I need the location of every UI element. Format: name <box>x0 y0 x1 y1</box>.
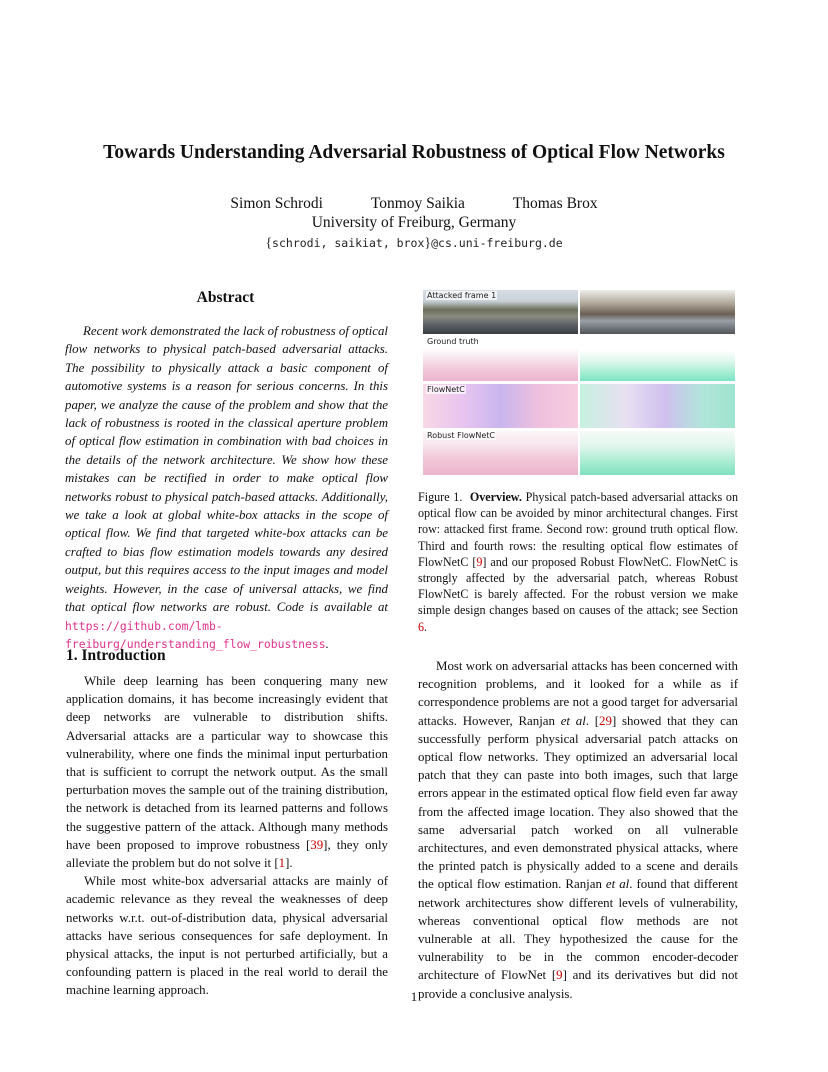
section-link[interactable]: 6 <box>418 619 425 634</box>
figure-row-label: Robust FlowNetC <box>427 431 495 440</box>
abstract-heading: Abstract <box>196 289 255 306</box>
email-address: {schrodi, saikiat, brox}@cs.uni-freiburg.de <box>265 236 563 251</box>
code-link[interactable]: https://github.com/lmb-freiburg/understanding_flow_robustness <box>65 618 326 651</box>
paragraph: Most work on adversarial attacks has been concerned with recognition problems, and it looked for a while as if correspondence problems are not a good target for adversarial attacks. However, Ranjan et al. [29] showed that they can successfully perform physical adversarial patch attacks on optical flow networks. They optimized an adversarial local patch that they can paste into both images, such that large errors appear in the estimated optical flow field even far away from the affected image location. They also showed that the same adversarial patch worked on all vulnerable architectures, and even demonstrated physical attacks, where the printed patch is physically added to a scene and derails the optical flow estimation. Ranjan et al. found that different network architectures show different levels of vulnerability, whereas conventional optical flow methods are not vulnerable at all. They hypothesized the cause for the vulnerability to be in the common encoder-decoder architecture of FlowNet [9] and its derivatives but did not provide a conclusive analysis. <box>418 659 738 1001</box>
right-column-text <box>418 657 738 1003</box>
intro-text <box>66 672 388 1000</box>
section-heading-introduction: 1. Introduction <box>66 647 166 664</box>
author-name: Simon Schrodi <box>230 195 323 212</box>
citation-link[interactable]: 29 <box>599 713 612 728</box>
citation-link[interactable]: 9 <box>556 968 563 983</box>
flownetc-right <box>580 384 735 428</box>
ground-truth-right <box>580 337 735 381</box>
email-domain: @cs.uni-freiburg.de <box>431 236 563 250</box>
figure-row-label: Ground truth <box>427 337 479 346</box>
paper-title: Towards Understanding Adversarial Robustness of Optical Flow Networks <box>103 142 725 163</box>
citation-link[interactable]: 39 <box>310 837 324 852</box>
email-users: schrodi, saikiat, brox <box>272 236 425 250</box>
affiliation: University of Freiburg, Germany <box>311 214 517 231</box>
author-name: Tonmoy Saikia <box>370 195 465 212</box>
citation-link[interactable]: 1 <box>278 856 286 871</box>
robust-flownetc-right <box>580 431 735 475</box>
citation-link[interactable]: 9 <box>476 554 483 569</box>
figure-row-label: Attacked frame 1 <box>427 291 497 300</box>
attacked-frame-right <box>580 290 735 334</box>
abstract-body: Recent work demonstrated the lack of robustness of optical flow networks to physical patch-based adversarial attacks. The possibility to physically attack a basic component of automotive systems is a reason for serious concerns. In this paper, we analyze the cause of the problem and show that the lack of robustness is rooted in the classical aperture problem of optical flow estimation in combination with bad choices in the details of the network architecture. We show how these mistakes can be rectified in order to make optical flow networks robust to physical patch-based attacks. Additionally, we take a look at global white-box attacks in the scope of optical flow. We find that targeted white-box attacks can be crafted to bias flow estimation models towards any desired output, but this requires access to the input images and model weights. However, in the case of universal attacks, we find that optical flow networks are robust. Code is available at <box>65 324 388 615</box>
figure-1 <box>423 290 735 474</box>
page-number: 1 <box>410 989 418 1004</box>
figure-row-label: FlowNetC <box>427 385 465 394</box>
paragraph: While deep learning has been conquering many new application domains, it has become increasingly evident that deep networks are vulnerable to distribution shifts. Adversarial attacks are a particular way to showcase this vulnerability, where one finds the minimal input perturbation that is sufficient to corrupt the network output. As the small perturbation moves the sample out of the training distribution, the network is detached from its learned patterns and follows the suggestive pattern of the attack. Although many methods have been proposed to improve robustness [39], they only alleviate the problem but do not solve it [1]. <box>66 674 388 871</box>
author-name: Thomas Brox <box>512 195 598 212</box>
paragraph: While most white-box adversarial attacks are mainly of academic relevance as they reveal the weaknesses of deep networks w.r.t. out-of-distribution data, physical adversarial attacks have serious consequences for safe deployment. In physical attacks, the input is not perturbed artificially, but a confounding pattern is placed in the real world to derail the machine learning approach. <box>66 874 388 998</box>
abstract-text: Recent work demonstrated the lack of robustness of optical flow networks to physical patch-based adversarial attacks. The possibility to physically attack a basic component of automotive systems is a reason for serious concerns. In this paper, we analyze the cause of the problem and show that the lack of robustness is rooted in the classical aperture problem of optical flow estimation in combination with bad choices in the details of the network architecture. We show how these mistakes can be rectified in order to make optical flow networks robust to physical patch-based attacks. Additionally, we take a look at global white-box attacks in the scope of optical flow. We find that targeted white-box attacks can be crafted to bias flow estimation models towards any desired output, but this requires access to the input images and model weights. However, in the case of universal attacks, we find that optical flow networks are robust. Code is available at https://github.com/lmb-freiburg/understanding_flow_robustness. <box>65 324 388 651</box>
author-list <box>0 195 828 213</box>
figure-caption: Figure 1. Overview. Physical patch-based adversarial attacks on optical flow can be avoided by minor architectural changes. First row: attacked first frame. Second row: ground truth optical flow. Third and fourth rows: the resulting optical flow estimates of FlowNetC [9] and our proposed Robust FlowNetC. FlowNetC is strongly affected by the adversarial patch, whereas Robust FlowNetC is barely affected. For the robust version we make simple design changes based on causes of the attack; see Section 6. <box>418 490 739 634</box>
